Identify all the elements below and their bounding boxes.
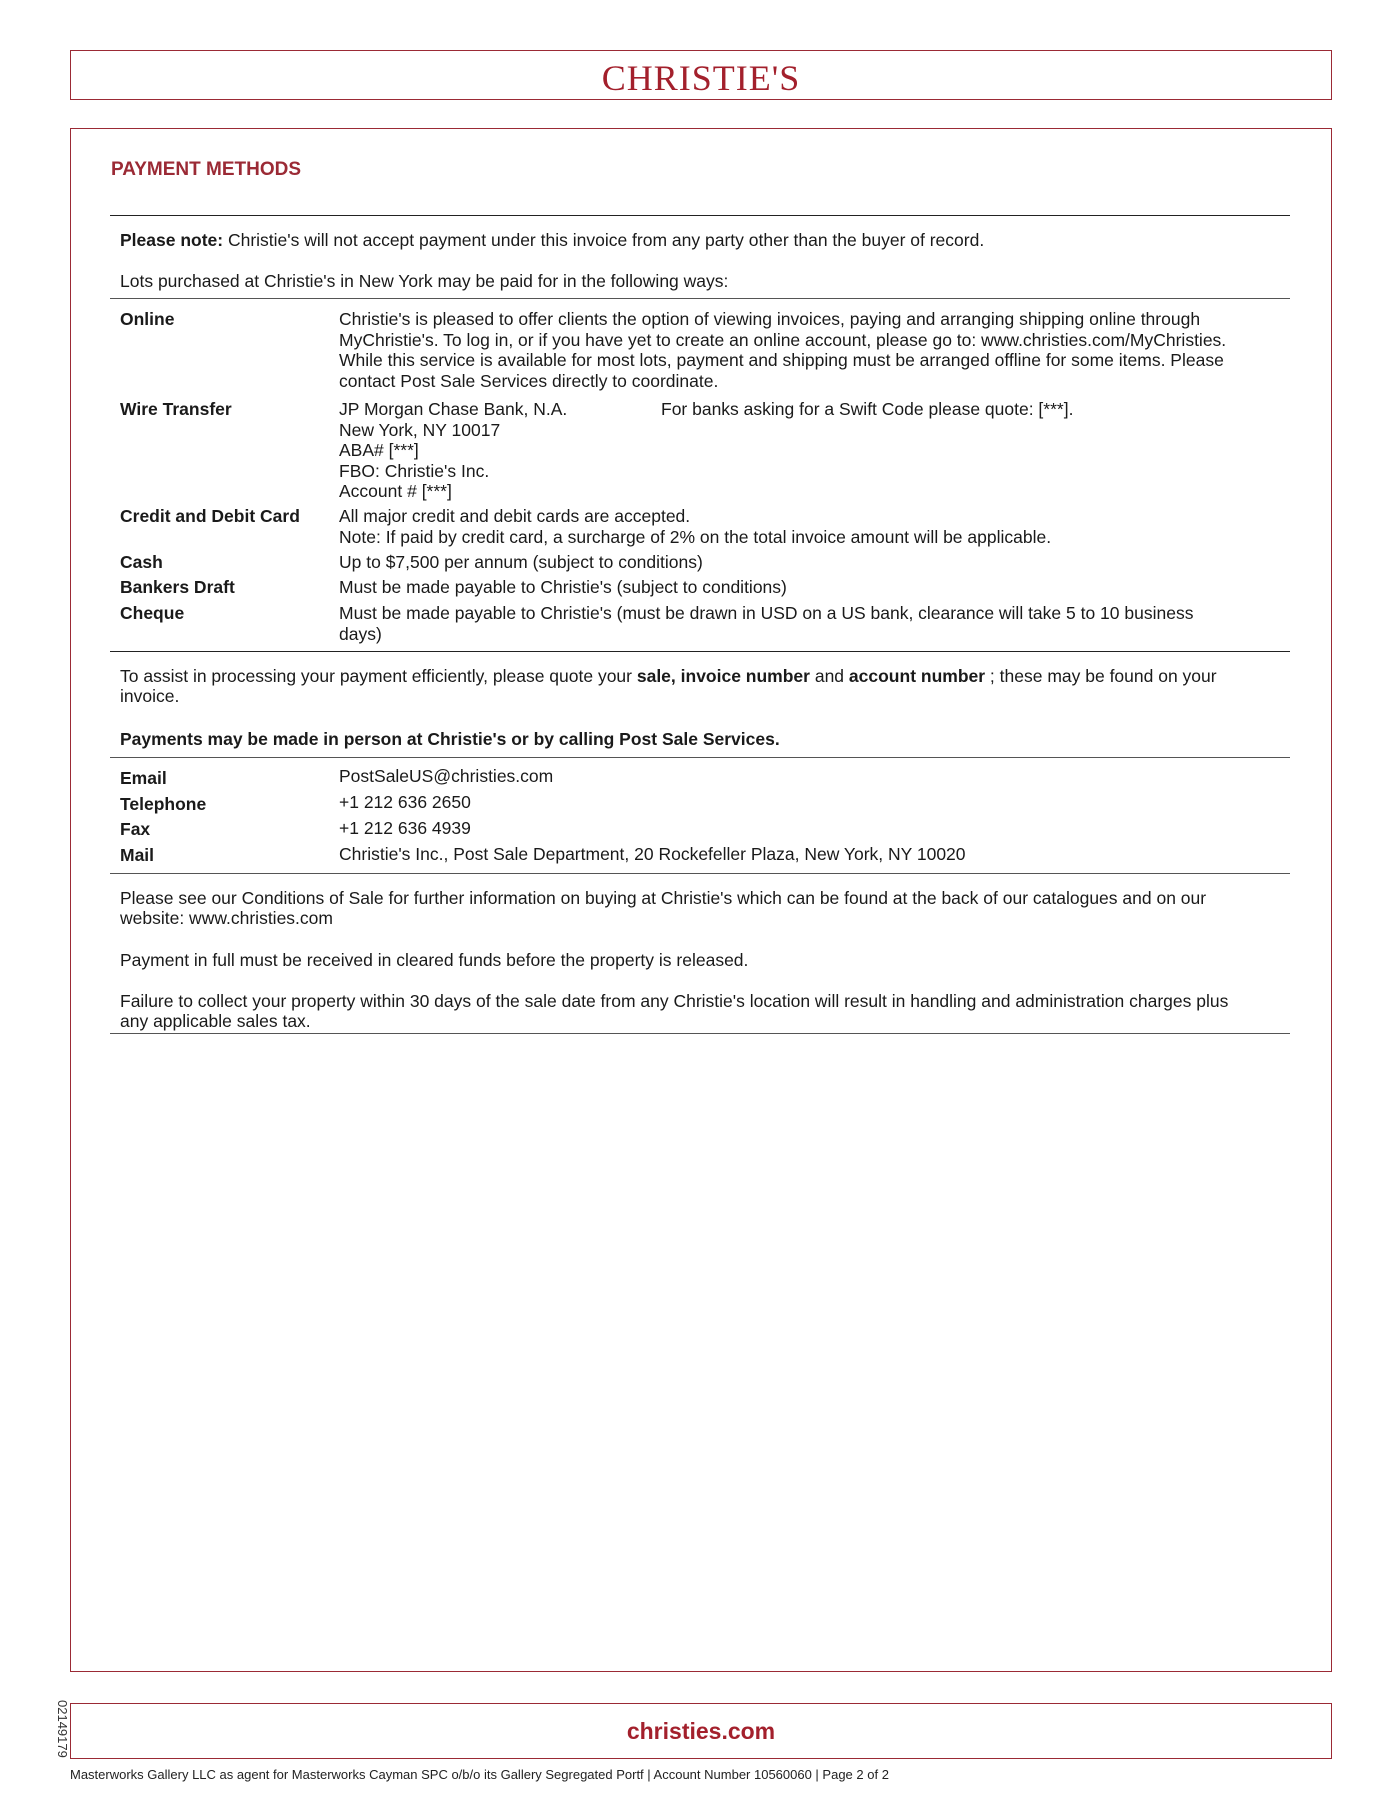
online-line: Christie's is pleased to offer clients the option of viewing invoices, paying and arranging shipping online through	[339, 309, 1201, 329]
conditions-line: Please see our Conditions of Sale for further information on buying at Christie's which can be found at the back of our catalogues and on our	[120, 888, 1207, 908]
cheque-line: Must be made payable to Christie's (must be drawn in USD on a US bank, clearance will take 5 to 10 business	[339, 603, 1194, 623]
divider	[110, 757, 1290, 758]
method-label-card: Credit and Debit Card	[120, 506, 300, 526]
cheque-line: days)	[339, 623, 382, 644]
failure-line: any applicable sales tax.	[120, 1011, 311, 1031]
header-box	[70, 50, 1332, 100]
assist-text: invoice.	[120, 686, 180, 706]
method-label-online: Online	[120, 309, 175, 329]
divider	[110, 651, 1290, 652]
contact-label-mail: Mail	[120, 845, 155, 865]
wire-bank: JP Morgan Chase Bank, N.A.	[339, 399, 568, 419]
document-number: 02149179	[55, 1700, 70, 1758]
method-value-draft: Must be made payable to Christie's (subject to conditions)	[339, 577, 787, 597]
contact-label-fax: Fax	[120, 819, 151, 839]
card-line: Note: If paid by credit card, a surcharge of 2% on the total invoice amount will be applicable.	[339, 526, 1052, 547]
assist-text: and	[809, 666, 849, 686]
method-value-cheque	[339, 603, 1291, 644]
online-line: While this service is available for most lots, payment and shipping must be arranged offline for some items. Please	[339, 350, 1224, 370]
failure-paragraph	[120, 991, 1288, 1031]
conditions-paragraph	[120, 888, 1288, 928]
divider	[110, 873, 1290, 874]
assist-account-number: account number	[848, 666, 986, 686]
method-label-cash: Cash	[120, 552, 163, 572]
footer-account-note: Masterworks Gallery LLC as agent for Masterworks Cayman SPC o/b/o its Gallery Segregated Portf | Account Number 10560060 | Page 2 of 2	[70, 1767, 889, 1782]
wire-swift-note: For banks asking for a Swift Code please quote: [***].	[661, 399, 1074, 419]
method-value-card	[339, 506, 1291, 547]
payment-full-paragraph: Payment in full must be received in cleared funds before the property is released.	[120, 950, 749, 970]
conditions-line: website: www.christies.com	[120, 908, 333, 928]
assist-text: ; these may be found on your	[985, 666, 1217, 686]
divider	[110, 1033, 1290, 1034]
footer-box	[70, 1703, 1332, 1759]
contact-value-email: PostSaleUS@christies.com	[339, 766, 554, 786]
contact-label-email: Email	[120, 768, 167, 788]
method-label-wire: Wire Transfer	[120, 399, 232, 419]
wire-aba: ABA# [***]	[339, 440, 419, 460]
contact-value-mail: Christie's Inc., Post Sale Department, 20 Rockefeller Plaza, New York, NY 10020	[339, 844, 966, 864]
method-label-draft: Bankers Draft	[120, 577, 235, 597]
in-person-heading: Payments may be made in person at Christie's or by calling Post Sale Services.	[120, 729, 780, 749]
christies-logo: CHRISTIE'S	[601, 58, 801, 98]
online-line: contact Post Sale Services directly to coordinate.	[339, 370, 719, 391]
contact-label-telephone: Telephone	[120, 794, 207, 814]
footer-website-link[interactable]: christies.com	[626, 1718, 776, 1744]
wire-account: Account # [***]	[339, 481, 452, 501]
method-value-online	[339, 309, 1291, 391]
please-note	[120, 230, 1288, 250]
payment-intro: Lots purchased at Christie's in New York may be paid for in the following ways:	[120, 271, 729, 291]
contact-value-telephone: +1 212 636 2650	[339, 792, 471, 812]
assist-paragraph	[120, 666, 1288, 706]
wire-fbo: FBO: Christie's Inc.	[339, 460, 490, 481]
wire-city: New York, NY 10017	[339, 419, 501, 440]
method-label-cheque: Cheque	[120, 603, 185, 623]
online-line: MyChristie's. To log in, or if you have yet to create an online account, please go to: www.christies.com/MyChristies.	[339, 329, 1227, 350]
please-note-text: Christie's will not accept payment under this invoice from any party other than the buyer of record.	[223, 230, 985, 250]
assist-text: To assist in processing your payment efficiently, please quote your	[120, 666, 637, 686]
divider	[110, 215, 1290, 216]
contact-value-fax: +1 212 636 4939	[339, 818, 471, 838]
method-value-cash: Up to $7,500 per annum (subject to conditions)	[339, 552, 703, 572]
section-title: PAYMENT METHODS	[111, 159, 302, 180]
assist-sale-invoice: sale, invoice number	[636, 666, 810, 686]
please-note-label: Please note:	[120, 230, 224, 250]
card-line: All major credit and debit cards are accepted.	[339, 506, 691, 526]
divider	[110, 298, 1290, 299]
failure-line: Failure to collect your property within 30 days of the sale date from any Christie's location will result in handling and administration charges plus	[120, 991, 1229, 1011]
